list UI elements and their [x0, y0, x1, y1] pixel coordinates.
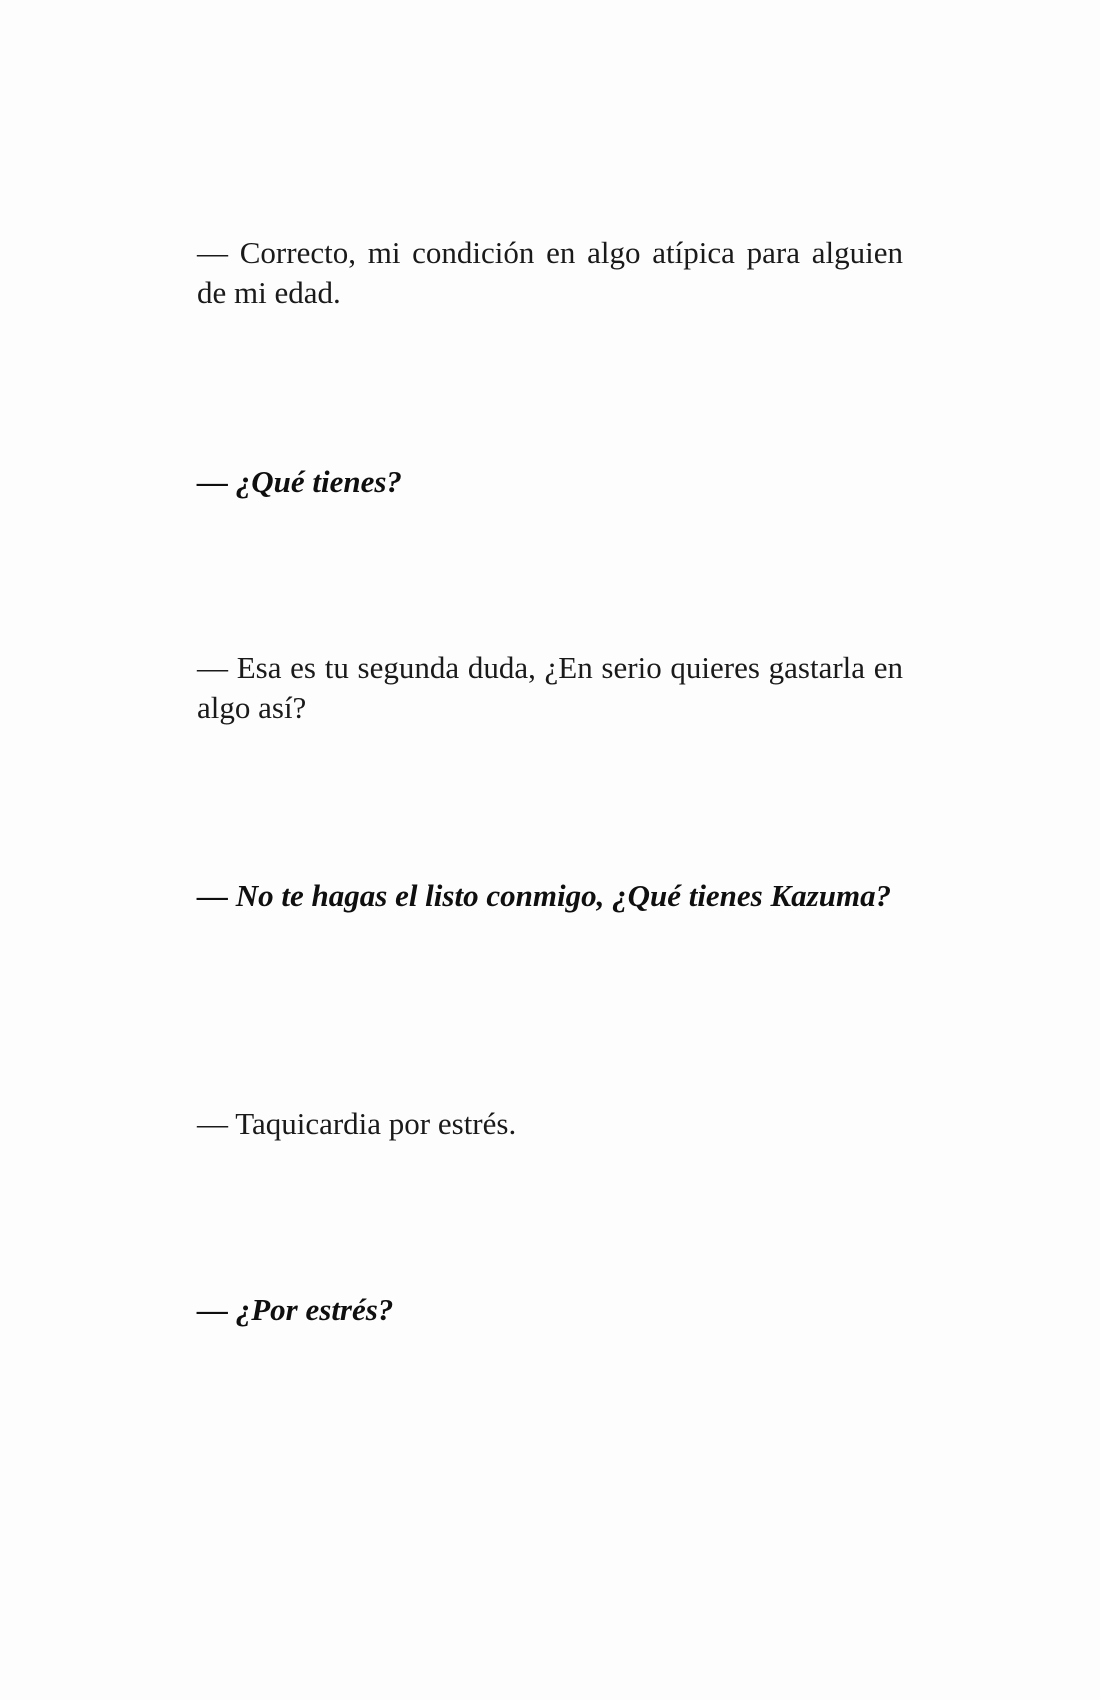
dialogue-line-3: — Esa es tu segunda duda, ¿En serio quieres gastarla en algo así? — [197, 650, 903, 725]
dialogue-line-4: — No te hagas el listo conmigo, ¿Qué tienes Kazuma? — [197, 878, 892, 913]
dialogue-line-1: — Correcto, mi condición en algo atípica para alguien de mi edad. — [197, 235, 903, 310]
dialogue-line-5: — Taquicardia por estrés. — [197, 1106, 517, 1141]
dialogue-line-2: — ¿Qué tienes? — [197, 464, 402, 499]
dialogue-line-6: — ¿Por estrés? — [197, 1292, 394, 1327]
